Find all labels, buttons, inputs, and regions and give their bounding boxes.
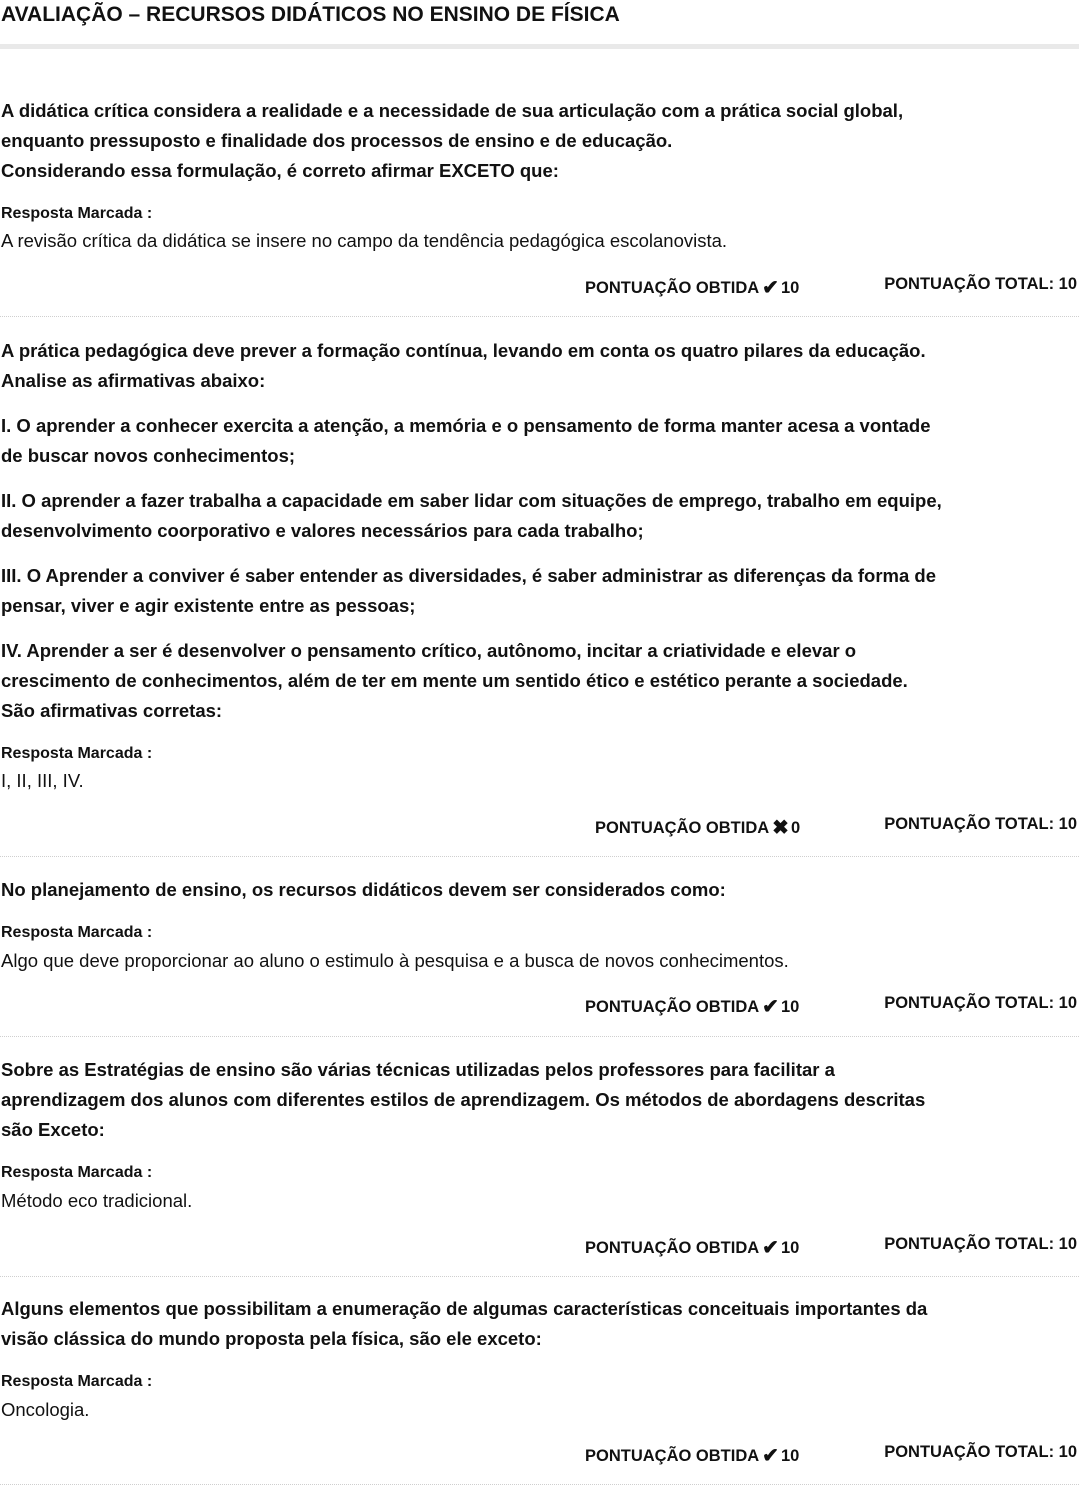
question-4-score-obtained (585, 1235, 799, 1260)
check-icon: ✔ (762, 1237, 779, 1259)
score-value: 10 (780, 998, 800, 1016)
question-4-score-total: PONTUAÇÃO TOTAL: 10 (884, 1235, 1077, 1253)
question-2-line-4: de buscar novos conhecimentos; (1, 445, 296, 466)
question-5-line-1: Alguns elementos que possibilitam a enumeração de algumas características conceituais importantes da (1, 1298, 928, 1319)
score-obtained-label: PONTUAÇÃO OBTIDA (585, 1447, 760, 1465)
check-icon: ✔ (762, 996, 779, 1018)
question-5-score-obtained (585, 1443, 799, 1468)
title-divider (0, 44, 1079, 49)
score-value: 10 (780, 279, 800, 297)
question-1-line-2: enquanto pressuposto e finalidade dos processos de ensino e de educação. (1, 130, 673, 151)
question-3-score-total: PONTUAÇÃO TOTAL: 10 (884, 994, 1077, 1012)
question-4-line-3: são Exceto: (1, 1119, 105, 1140)
question-divider (0, 1036, 1079, 1037)
question-divider (0, 1484, 1079, 1485)
question-2-line-8: pensar, viver e agir existente entre as pessoas; (1, 595, 416, 616)
question-divider (0, 1276, 1079, 1277)
question-1-line-3: Considerando essa formulação, é correto afirmar EXCETO que: (1, 160, 559, 181)
question-2-line-11: São afirmativas corretas: (1, 700, 223, 721)
question-1-score-total: PONTUAÇÃO TOTAL: 10 (884, 275, 1077, 293)
question-2-line-2: Analise as afirmativas abaixo: (1, 370, 266, 391)
question-4-line-2: aprendizagem dos alunos com diferentes estilos de aprendizagem. Os métodos de abordagens descritas (1, 1089, 926, 1110)
question-2-score-total: PONTUAÇÃO TOTAL: 10 (884, 815, 1077, 833)
question-4-line-1: Sobre as Estratégias de ensino são várias técnicas utilizadas pelos professores para facilitar a (1, 1059, 835, 1080)
question-5-answer: Oncologia. (1, 1399, 90, 1420)
question-1-answer: A revisão crítica da didática se insere no campo da tendência pedagógica escolanovista. (1, 230, 728, 251)
question-2-line-7: III. O Aprender a conviver é saber entender as diversidades, é saber administrar as diferenças da forma de (1, 565, 936, 586)
answer-label: Resposta Marcada : (1, 1373, 153, 1390)
answer-label: Resposta Marcada : (1, 1164, 153, 1181)
score-value: 10 (780, 1447, 800, 1465)
score-obtained-label: PONTUAÇÃO OBTIDA (595, 819, 770, 837)
score-value: 0 (790, 819, 801, 837)
question-2-line-6: desenvolvimento coorporativo e valores necessários para cada trabalho; (1, 520, 644, 541)
question-3-score-obtained (585, 994, 799, 1019)
question-4-answer: Método eco tradicional. (1, 1190, 193, 1211)
question-2-score-obtained (595, 815, 800, 840)
question-1-line-1: A didática crítica considera a realidade e a necessidade de sua articulação com a prática social global, (1, 100, 904, 121)
answer-label: Resposta Marcada : (1, 205, 153, 222)
question-2-line-5: II. O aprender a fazer trabalha a capacidade em saber lidar com situações de emprego, trabalho em equipe, (1, 490, 942, 511)
question-divider (0, 316, 1079, 317)
question-divider (0, 856, 1079, 857)
score-obtained-label: PONTUAÇÃO OBTIDA (585, 1239, 760, 1257)
question-5-score-total: PONTUAÇÃO TOTAL: 10 (884, 1443, 1077, 1461)
question-3-line-1: No planejamento de ensino, os recursos didáticos devem ser considerados como: (1, 879, 726, 900)
question-2-answer: I, II, III, IV. (1, 770, 84, 791)
answer-label: Resposta Marcada : (1, 745, 153, 762)
check-icon: ✔ (762, 277, 779, 299)
score-obtained-label: PONTUAÇÃO OBTIDA (585, 279, 760, 297)
question-2-line-10: crescimento de conhecimentos, além de ter em mente um sentido ético e estético perante a sociedade. (1, 670, 908, 691)
page-title: AVALIAÇÃO – RECURSOS DIDÁTICOS NO ENSINO DE FÍSICA (1, 3, 620, 26)
question-2-line-1: A prática pedagógica deve prever a formação contínua, levando em conta os quatro pilares da educação. (1, 340, 926, 361)
cross-icon: ✖ (772, 817, 789, 839)
question-2-line-3: I. O aprender a conhecer exercita a atenção, a memória e o pensamento de forma manter acesa a vontade (1, 415, 931, 436)
answer-label: Resposta Marcada : (1, 924, 153, 941)
question-2-line-9: IV. Aprender a ser é desenvolver o pensamento crítico, autônomo, incitar a criatividade e elevar o (1, 640, 857, 661)
score-value: 10 (780, 1239, 800, 1257)
question-3-answer: Algo que deve proporcionar ao aluno o estimulo à pesquisa e a busca de novos conhecimentos. (1, 950, 789, 971)
question-1-score-obtained (585, 275, 799, 300)
question-5-line-2: visão clássica do mundo proposta pela física, são ele exceto: (1, 1328, 542, 1349)
score-obtained-label: PONTUAÇÃO OBTIDA (585, 998, 760, 1016)
check-icon: ✔ (762, 1445, 779, 1467)
